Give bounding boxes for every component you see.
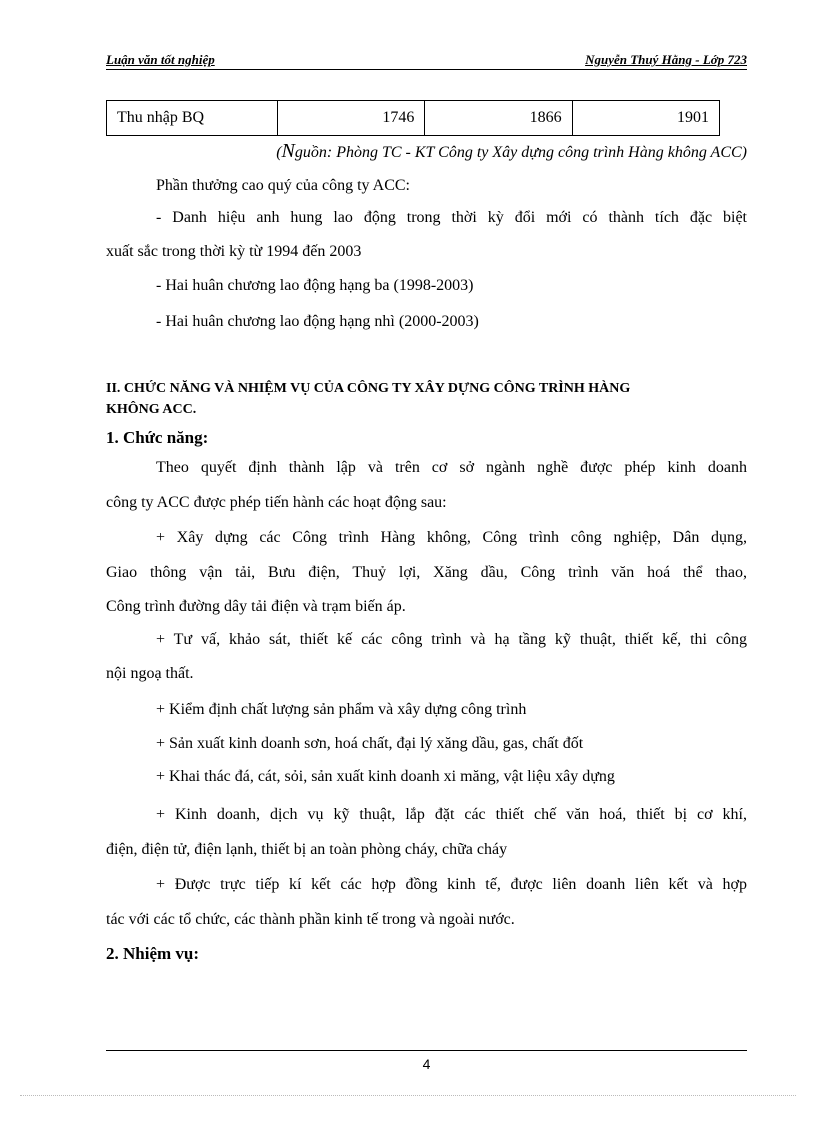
subheading-duties: 2. Nhiệm vụ: (106, 944, 200, 963)
award-item-1-line-2: xuất sắc trong thời kỳ từ 1994 đến 2003 (106, 243, 362, 260)
source-open-paren: ( (276, 144, 282, 161)
award-item-1-line-1: - Danh hiệu anh hung lao động trong thời kỳ đổi mới có thành tích đặc biệt (156, 209, 747, 226)
function-item-6-line-1: + Kinh doanh, dịch vụ kỹ thuật, lắp đặt các thiết chế văn hoá, thiết bị cơ khí, (156, 806, 747, 823)
source-text: guồn: Phòng TC - KT Công ty Xây dựng công trình Hàng không ACC) (294, 144, 747, 161)
function-item-7-line-2: tác với các tổ chức, các thành phần kinh tế trong và ngoài nước. (106, 911, 515, 928)
header-divider (106, 69, 747, 70)
table-cell-label: Thu nhập BQ (107, 101, 278, 136)
page-header (106, 52, 747, 68)
paragraph-intro-line-2: công ty ACC được phép tiến hành các hoạt động sau: (106, 494, 447, 511)
table-cell-value: 1866 (425, 101, 572, 136)
function-item-4: + Sản xuất kinh doanh sơn, hoá chất, đại lý xăng dầu, gas, chất đốt (156, 735, 584, 752)
function-item-5: + Khai thác đá, cát, sỏi, sản xuất kinh doanh xi măng, vật liệu xây dựng (156, 768, 615, 785)
awards-intro: Phần thưởng cao quý của công ty ACC: (156, 177, 410, 194)
table-row (107, 101, 720, 136)
function-item-6-line-2: điện, điện tử, điện lạnh, thiết bị an toàn phòng cháy, chữa cháy (106, 841, 508, 858)
table-cell-value: 1746 (278, 101, 425, 136)
header-right-author: Nguyễn Thuý Hằng - Lớp 723 (585, 52, 747, 67)
function-item-1-line-1: + Xây dựng các Công trình Hàng không, Công trình công nghiệp, Dân dụng, (156, 529, 747, 546)
award-item-2: - Hai huân chương lao động hạng ba (1998-2003) (156, 277, 474, 294)
income-table (106, 100, 720, 136)
function-item-7-line-1: + Được trực tiếp kí kết các hợp đồng kinh tế, được liên doanh liên kết và hợp (156, 876, 747, 893)
paragraph-intro-line-1: Theo quyết định thành lập và trên cơ sở ngành nghề được phép kinh doanh (156, 459, 747, 476)
table-source-note (276, 140, 747, 163)
page-number: 4 (422, 1056, 431, 1072)
award-item-3: - Hai huân chương lao động hạng nhì (2000-2003) (156, 313, 479, 330)
function-item-1-line-3: Công trình đường dây tải điện và trạm biến áp. (106, 598, 406, 615)
function-item-2-line-2: nội ngoạ thất. (106, 665, 194, 682)
table-cell-value: 1901 (572, 101, 719, 136)
function-item-3: + Kiểm định chất lượng sản phẩm và xây dựng công trình (156, 701, 527, 718)
subheading-functions: 1. Chức năng: (106, 428, 209, 447)
header-left-title: Luận văn tốt nghiệp (106, 52, 215, 67)
section-heading-line-1: II. CHỨC NĂNG VÀ NHIỆM VỤ CỦA CÔNG TY XÂY DỰNG CÔNG TRÌNH HÀNG (106, 381, 631, 396)
function-item-2-line-1: + Tư vấ, khảo sát, thiết kế các công trình và hạ tầng kỹ thuật, thiết kế, thi công (156, 631, 747, 648)
footer-divider (106, 1050, 747, 1051)
source-initial: N (281, 140, 295, 162)
function-item-1-line-2: Giao thông vận tải, Bưu điện, Thuỷ lợi, Xăng dầu, Công trình văn hoá thể thao, (106, 564, 747, 581)
page-boundary-line (20, 1095, 796, 1096)
section-heading-line-2: KHÔNG ACC. (106, 402, 197, 417)
